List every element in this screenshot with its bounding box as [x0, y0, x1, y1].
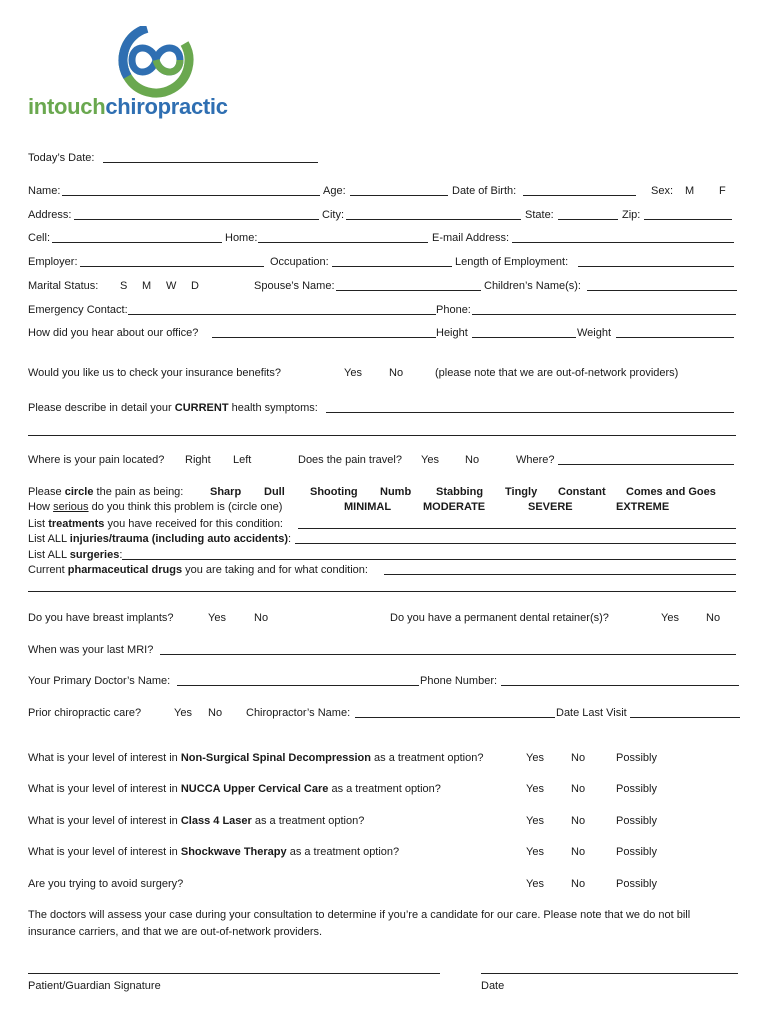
length-employment-label: Length of Employment: — [455, 256, 569, 268]
pain-travel-no-option[interactable]: No — [465, 454, 480, 466]
avoid-surgery-question: Are you trying to avoid surgery? — [28, 878, 184, 890]
severity-moderate[interactable]: MODERATE — [423, 501, 486, 513]
occupation-label: Occupation: — [270, 256, 329, 268]
emergency-contact-label: Emergency Contact: — [28, 304, 128, 316]
doctor-phone-label: Phone Number: — [420, 675, 498, 687]
length-employment-line[interactable] — [578, 266, 734, 267]
drugs-line-1[interactable] — [384, 574, 736, 575]
pain-type-dull[interactable]: Dull — [264, 486, 285, 498]
marital-s-option[interactable]: S — [120, 280, 128, 292]
todays-date-line[interactable] — [103, 162, 318, 163]
decompression-possibly-option[interactable]: Possibly — [616, 752, 657, 764]
retainer-yes-option[interactable]: Yes — [661, 612, 679, 624]
prior-chiro-question: Prior chiropractic care? — [28, 707, 142, 719]
symptoms-line-1[interactable] — [326, 412, 734, 413]
insurance-no-option[interactable]: No — [389, 367, 404, 379]
hear-about-line[interactable] — [212, 337, 436, 338]
chiropractor-name-line[interactable] — [355, 717, 555, 718]
chiropractor-name-label: Chiropractor’s Name: — [246, 707, 351, 719]
symptoms-label: Please describe in detail your CURRENT health symptoms: — [28, 402, 318, 414]
shockwave-no-option[interactable]: No — [571, 846, 586, 858]
date-line[interactable] — [481, 973, 738, 974]
children-line[interactable] — [587, 290, 737, 291]
pain-circle-label: Please circle the pain as being: — [28, 486, 184, 498]
drugs-label: Current pharmaceutical drugs you are taking and for what condition: — [28, 564, 368, 576]
date-last-visit-line[interactable] — [630, 717, 740, 718]
implants-yes-option[interactable]: Yes — [208, 612, 226, 624]
spouse-line[interactable] — [336, 290, 481, 291]
interest-question-shockwave: What is your level of interest in Shockwave Therapy as a treatment option? — [28, 846, 400, 858]
brand-part2: chiropractic — [105, 94, 228, 119]
state-line[interactable] — [558, 219, 618, 220]
pain-type-shooting[interactable]: Shooting — [310, 486, 358, 498]
pain-type-sharp[interactable]: Sharp — [210, 486, 242, 498]
city-label: City: — [322, 209, 344, 221]
interest-question-laser: What is your level of interest in Class 4 Laser as a treatment option? — [28, 815, 365, 827]
signature-label: Patient/Guardian Signature — [28, 980, 161, 992]
footer-note-line-1: The doctors will assess your case during your consultation to determine if you’re a candidate for our care. Please note that we do not bill — [28, 909, 691, 921]
height-line[interactable] — [472, 337, 576, 338]
insurance-yes-option[interactable]: Yes — [344, 367, 362, 379]
dental-retainer-question: Do you have a permanent dental retainer(s)? — [390, 612, 609, 624]
brand-part1: intouch — [28, 94, 106, 119]
employer-label: Employer: — [28, 256, 78, 268]
nucca-yes-option[interactable]: Yes — [526, 783, 544, 795]
doctor-phone-line[interactable] — [501, 685, 739, 686]
shockwave-yes-option[interactable]: Yes — [526, 846, 544, 858]
weight-line[interactable] — [616, 337, 734, 338]
surgery-no-option[interactable]: No — [571, 878, 586, 890]
mri-label: When was your last MRI? — [28, 644, 154, 656]
email-label: E-mail Address: — [432, 232, 510, 244]
pain-type-comes-and-goes[interactable]: Comes and Goes — [626, 486, 716, 498]
surgeries-label: List ALL surgeries: — [28, 549, 123, 561]
laser-no-option[interactable]: No — [571, 815, 586, 827]
sex-f-option[interactable]: F — [719, 185, 726, 197]
zip-label: Zip: — [622, 209, 641, 221]
mri-line[interactable] — [160, 654, 736, 655]
address-label: Address: — [28, 209, 72, 221]
dob-line[interactable] — [523, 195, 636, 196]
children-label: Children’s Name(s): — [484, 280, 581, 292]
zip-line[interactable] — [644, 219, 732, 220]
decompression-yes-option[interactable]: Yes — [526, 752, 544, 764]
name-label: Name: — [28, 185, 61, 197]
age-line[interactable] — [350, 195, 448, 196]
laser-yes-option[interactable]: Yes — [526, 815, 544, 827]
marital-status-label: Marital Status: — [28, 280, 99, 292]
address-line[interactable] — [74, 219, 319, 220]
surgeries-line[interactable] — [122, 559, 736, 560]
injuries-line[interactable] — [295, 543, 736, 544]
pain-right-option[interactable]: Right — [185, 454, 211, 466]
occupation-line[interactable] — [332, 266, 452, 267]
height-label: Height — [436, 327, 468, 339]
nucca-no-option[interactable]: No — [571, 783, 586, 795]
footer-note-line-2: insurance carriers, and that we are out-of-network providers. — [28, 926, 323, 938]
breast-implants-question: Do you have breast implants? — [28, 612, 174, 624]
insurance-note: (please note that we are out-of-network providers) — [435, 367, 679, 379]
state-label: State: — [525, 209, 554, 221]
brand-wordmark — [28, 94, 228, 120]
interest-question-nucca: What is your level of interest in NUCCA Upper Cervical Care as a treatment option? — [28, 783, 441, 795]
date-label: Date — [481, 980, 505, 992]
pain-located-label: Where is your pain located? — [28, 454, 165, 466]
spouse-label: Spouse’s Name: — [254, 280, 335, 292]
pain-type-numb[interactable]: Numb — [380, 486, 412, 498]
sex-label: Sex: — [651, 185, 674, 197]
cell-label: Cell: — [28, 232, 51, 244]
pain-type-tingly[interactable]: Tingly — [505, 486, 538, 498]
severity-severe[interactable]: SEVERE — [528, 501, 573, 513]
pain-left-option[interactable]: Left — [233, 454, 252, 466]
emergency-contact-line[interactable] — [128, 314, 436, 315]
hear-about-label: How did you hear about our office? — [28, 327, 199, 339]
treatments-label: List treatments you have received for this condition: — [28, 518, 283, 530]
pain-travel-label: Does the pain travel? — [298, 454, 402, 466]
injuries-label: List ALL injuries/trauma (including auto accidents): — [28, 533, 292, 545]
sex-m-option[interactable]: M — [685, 185, 695, 197]
drugs-line-2[interactable] — [28, 591, 736, 592]
marital-d-option[interactable]: D — [191, 280, 199, 292]
treatments-line[interactable] — [298, 528, 736, 529]
age-label: Age: — [323, 185, 346, 197]
primary-doctor-label: Your Primary Doctor’s Name: — [28, 675, 171, 687]
severity-minimal[interactable]: MINIMAL — [344, 501, 392, 513]
laser-possibly-option[interactable]: Possibly — [616, 815, 657, 827]
dob-label: Date of Birth: — [452, 185, 517, 197]
shockwave-possibly-option[interactable]: Possibly — [616, 846, 657, 858]
email-line[interactable] — [512, 242, 734, 243]
implants-no-option[interactable]: No — [254, 612, 269, 624]
primary-doctor-line[interactable] — [177, 685, 419, 686]
home-label: Home: — [225, 232, 258, 244]
signature-line[interactable] — [28, 973, 440, 974]
prior-chiro-no-option[interactable]: No — [208, 707, 223, 719]
emergency-phone-line[interactable] — [472, 314, 736, 315]
employer-line[interactable] — [80, 266, 264, 267]
marital-w-option[interactable]: W — [166, 280, 177, 292]
cell-line[interactable] — [52, 242, 222, 243]
date-last-visit-label: Date Last Visit — [556, 707, 627, 719]
decompression-no-option[interactable]: No — [571, 752, 586, 764]
pain-serious-label: How serious do you think this problem is (circle one) — [28, 501, 283, 513]
prior-chiro-yes-option[interactable]: Yes — [174, 707, 192, 719]
interest-question-decompression: What is your level of interest in Non-Surgical Spinal Decompression as a treatment option? — [28, 752, 484, 764]
home-line[interactable] — [258, 242, 428, 243]
emergency-phone-label: Phone: — [436, 304, 471, 316]
name-line[interactable] — [62, 195, 320, 196]
todays-date-label: Today’s Date: — [28, 152, 95, 164]
insurance-question: Would you like us to check your insurance benefits? — [28, 367, 281, 379]
city-line[interactable] — [346, 219, 521, 220]
pain-type-constant[interactable]: Constant — [558, 486, 606, 498]
pain-where-line[interactable] — [558, 464, 734, 465]
weight-label: Weight — [577, 327, 612, 339]
nucca-possibly-option[interactable]: Possibly — [616, 783, 657, 795]
marital-m-option[interactable]: M — [142, 280, 152, 292]
pain-travel-yes-option[interactable]: Yes — [421, 454, 439, 466]
pain-where-label: Where? — [516, 454, 555, 466]
symptoms-line-2[interactable] — [28, 435, 736, 436]
surgery-yes-option[interactable]: Yes — [526, 878, 544, 890]
retainer-no-option[interactable]: No — [706, 612, 721, 624]
pain-type-stabbing[interactable]: Stabbing — [436, 486, 484, 498]
severity-extreme[interactable]: EXTREME — [616, 501, 670, 513]
surgery-possibly-option[interactable]: Possibly — [616, 878, 657, 890]
